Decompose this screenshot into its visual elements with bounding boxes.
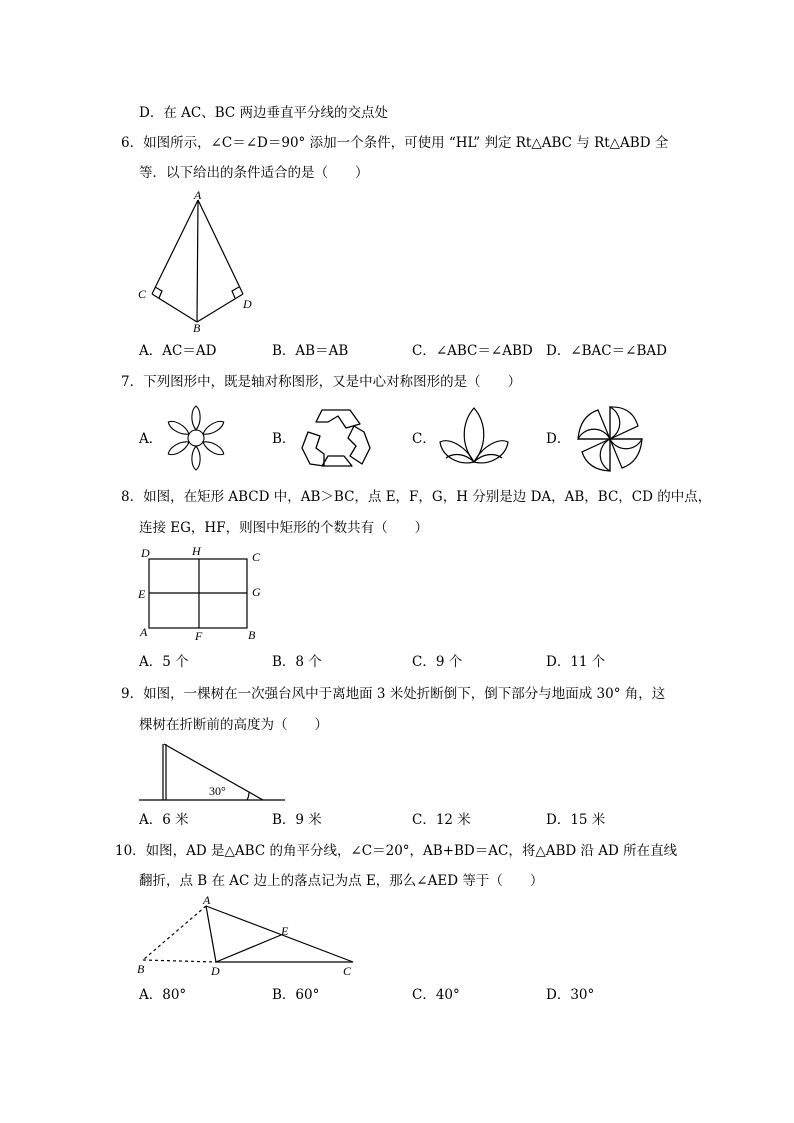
flower-icon xyxy=(163,404,229,472)
lotus-icon xyxy=(436,404,512,470)
q8-option-b: B．8 个 xyxy=(272,654,322,670)
q10-option-b: B．60° xyxy=(272,987,320,1003)
q10-label-e: E xyxy=(281,924,289,938)
q7-option-a-letter: A． xyxy=(139,431,163,447)
q6-label-a: A xyxy=(194,190,202,202)
q8-option-c: C．9 个 xyxy=(412,654,463,670)
q10-option-d: D．30° xyxy=(546,987,595,1003)
q7-option-c-letter: C． xyxy=(412,431,436,447)
pinwheel-icon xyxy=(572,402,648,476)
q9-angle-label: 30° xyxy=(209,784,226,798)
q9-stem-line2: 棵树在折断前的高度为（ ） xyxy=(139,717,328,733)
q8-label-d: D xyxy=(141,546,150,560)
q9-option-d: D．15 米 xyxy=(546,812,606,828)
q8-label-h: H xyxy=(192,544,201,558)
q10-option-a: A．80° xyxy=(139,987,187,1003)
q6-option-c: C．∠ABC＝∠ABD xyxy=(412,343,533,359)
q10-label-c: C xyxy=(343,964,352,978)
q6-label-b: B xyxy=(193,321,201,335)
q9-option-c: C．12 米 xyxy=(412,812,471,828)
q9-option-b: B．9 米 xyxy=(272,812,322,828)
q8-label-b: B xyxy=(248,628,256,642)
q6-option-b: B．AB＝AB xyxy=(272,343,349,359)
recycle-triangle-icon xyxy=(298,404,374,472)
q8-label-f: F xyxy=(195,629,203,643)
q8-label-g: G xyxy=(252,585,261,599)
q6-option-a: A．AC＝AD xyxy=(139,343,217,359)
q8-stem-line1: 8．如图，在矩形 ABCD 中，AB＞BC，点 E，F，G，H 分别是边 DA，AB，BC，CD 的中点， xyxy=(121,489,712,505)
q10-stem-line1: 10．如图，AD 是△ABC 的角平分线，∠C＝20°，AB+BD＝AC，将△ABD 沿 AD 所在直线 xyxy=(115,843,678,859)
q8-rectangle-figure xyxy=(135,542,265,644)
q10-option-c: C．40° xyxy=(412,987,460,1003)
q9-stem-line1: 9．如图，一棵树在一次强台风中于离地面 3 米处折断倒下，倒下部分与地面成 30° 角，这 xyxy=(121,686,666,702)
q10-triangle-figure xyxy=(133,892,361,980)
q8-option-d: D．11 个 xyxy=(546,654,606,670)
q7-stem-line1: 7．下列图形中，既是轴对称图形，又是中心对称图形的是（ ） xyxy=(121,374,522,390)
q10-label-a: A xyxy=(203,893,211,907)
q6-label-c: C xyxy=(138,287,147,301)
q7-option-d-letter: D． xyxy=(546,431,571,447)
q10-label-b: B xyxy=(137,962,145,976)
q10-label-d: D xyxy=(211,964,220,978)
q6-stem-line2: 等．以下给出的条件适合的是（ ） xyxy=(139,165,369,181)
q8-label-a: A xyxy=(140,625,148,639)
q8-label-c: C xyxy=(252,550,261,564)
q6-option-d: D．∠BAC＝∠BAD xyxy=(546,343,667,359)
q8-option-a: A．5 个 xyxy=(139,654,189,670)
q6-kite-figure xyxy=(133,190,258,335)
q6-label-d: D xyxy=(243,297,252,311)
q8-label-e: E xyxy=(138,587,146,601)
q6-stem-line1: 6．如图所示，∠C＝∠D＝90° 添加一个条件，可使用 “HL” 判定 Rt△ABC 与 Rt△ABD 全 xyxy=(121,135,669,151)
q7-option-b-letter: B． xyxy=(272,431,296,447)
q5-option-d: D．在 AC、BC 两边垂直平分线的交点处 xyxy=(139,105,388,121)
q10-stem-line2: 翻折，点 B 在 AC 边上的落点记为点 E，那么∠AED 等于（ ） xyxy=(139,873,544,889)
q9-option-a: A．6 米 xyxy=(139,812,189,828)
q8-stem-line2: 连接 EG，HF，则图中矩形的个数共有（ ） xyxy=(139,520,429,536)
q9-tree-figure xyxy=(135,740,290,804)
